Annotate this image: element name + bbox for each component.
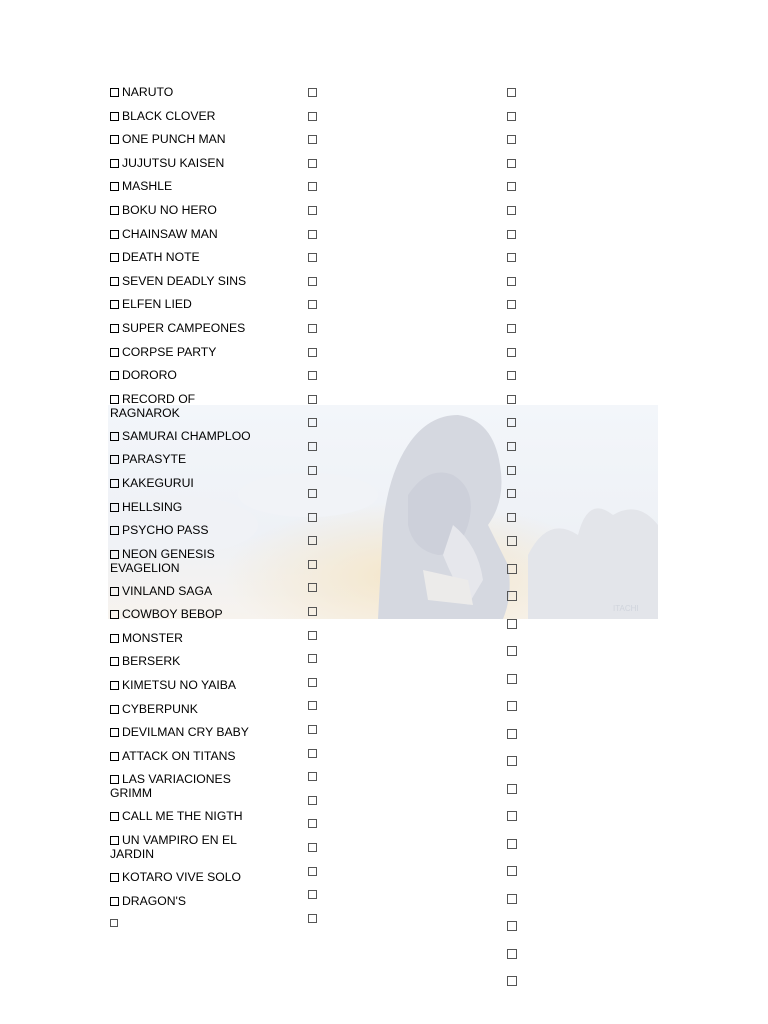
item-label: DORORO <box>122 368 177 383</box>
list-item <box>110 321 260 345</box>
checkbox[interactable] <box>308 135 317 144</box>
list-item <box>110 749 260 773</box>
checkbox[interactable] <box>110 348 119 357</box>
checkbox[interactable] <box>110 479 119 488</box>
checkbox[interactable] <box>308 206 317 215</box>
list-item <box>110 179 260 203</box>
list-item <box>110 702 260 726</box>
item-label: ELFEN LIED <box>122 297 192 312</box>
checkbox[interactable] <box>507 976 517 986</box>
checkbox[interactable] <box>507 513 516 522</box>
item-label: BLACK CLOVER <box>122 108 216 123</box>
list-item <box>110 476 260 500</box>
item-label: LAS VARIACIONES GRIMM <box>110 772 231 801</box>
item-label: HELLSING <box>122 499 183 514</box>
list-item <box>110 250 260 274</box>
item-label: KIMETSU NO YAIBA <box>122 678 237 693</box>
list-item <box>110 392 260 429</box>
checkbox[interactable] <box>308 890 317 899</box>
checkbox[interactable] <box>507 591 517 601</box>
checkbox[interactable] <box>507 949 517 959</box>
checkbox[interactable] <box>110 610 119 619</box>
checkbox[interactable] <box>507 674 517 684</box>
checkbox[interactable] <box>110 112 119 121</box>
item-label: PSYCHO PASS <box>122 523 209 538</box>
list-item <box>110 631 260 655</box>
checkbox[interactable] <box>507 300 516 309</box>
checkbox[interactable] <box>110 300 119 309</box>
checkbox[interactable] <box>507 894 517 904</box>
checkbox[interactable] <box>308 749 317 758</box>
checkbox-column-2 <box>308 85 328 923</box>
list-item <box>110 894 260 918</box>
checkbox-column-3 <box>507 85 527 986</box>
anime-list-column <box>110 85 260 943</box>
checkbox[interactable] <box>507 839 517 849</box>
checkbox[interactable] <box>507 701 517 711</box>
checkbox[interactable] <box>308 395 317 404</box>
list-item <box>110 607 260 631</box>
item-label: PARASYTE <box>122 452 187 467</box>
checkbox[interactable] <box>308 324 317 333</box>
list-item <box>110 809 260 833</box>
checkbox[interactable] <box>507 756 517 766</box>
checkbox[interactable] <box>507 536 517 546</box>
checkbox[interactable] <box>110 550 119 559</box>
list-item <box>110 654 260 678</box>
item-label: BERSERK <box>122 654 181 669</box>
list-item <box>110 452 260 476</box>
checkbox[interactable] <box>507 182 516 191</box>
checkbox[interactable] <box>110 775 119 784</box>
checkbox[interactable] <box>308 701 317 710</box>
checkbox[interactable] <box>308 300 317 309</box>
checkbox[interactable] <box>110 897 119 906</box>
checkbox[interactable] <box>507 135 516 144</box>
checkbox[interactable] <box>110 395 119 404</box>
item-label: SAMURAI CHAMPLOO <box>122 428 251 443</box>
item-label: UN VAMPIRO EN EL JARDIN <box>110 833 237 862</box>
item-label: CALL ME THE NIGTH <box>122 809 243 824</box>
checkbox[interactable] <box>308 725 317 734</box>
item-label: DEATH NOTE <box>122 250 200 265</box>
checkbox[interactable] <box>507 866 517 876</box>
list-item <box>110 584 260 608</box>
list-item <box>110 523 260 547</box>
item-label: KOTARO VIVE SOLO <box>122 870 241 885</box>
checkbox[interactable] <box>110 230 119 239</box>
checkbox[interactable] <box>507 277 516 286</box>
checkbox[interactable] <box>110 253 119 262</box>
checkbox[interactable] <box>507 112 516 121</box>
list-item <box>110 203 260 227</box>
checkbox[interactable] <box>308 230 317 239</box>
checkbox[interactable] <box>308 253 317 262</box>
item-label: ATTACK ON TITANS <box>122 748 236 763</box>
checkbox[interactable] <box>507 729 517 739</box>
checkbox[interactable] <box>308 536 317 545</box>
item-label: NEON GENESIS EVAGELION <box>110 546 215 575</box>
list-item <box>110 85 260 109</box>
list-item <box>110 547 260 584</box>
list-item <box>110 368 260 392</box>
checkbox[interactable] <box>110 873 119 882</box>
checkbox[interactable] <box>110 634 119 643</box>
checkbox[interactable] <box>507 619 517 629</box>
item-label: ONE PUNCH MAN <box>122 132 226 147</box>
item-label: CHAINSAW MAN <box>122 226 218 241</box>
item-label: VINLAND SAGA <box>122 583 213 598</box>
checkbox[interactable] <box>308 159 317 168</box>
checkbox[interactable] <box>507 253 516 262</box>
checkbox[interactable] <box>308 88 317 97</box>
list-item <box>110 109 260 133</box>
item-label: BOKU NO HERO <box>122 202 217 217</box>
list-item <box>110 274 260 298</box>
checkbox[interactable] <box>110 455 119 464</box>
checkbox[interactable] <box>110 432 119 441</box>
checkbox[interactable] <box>308 277 317 286</box>
checkbox[interactable] <box>110 206 119 215</box>
list-item <box>110 725 260 749</box>
list-item <box>110 297 260 321</box>
checkbox[interactable] <box>110 135 119 144</box>
checkbox[interactable] <box>507 348 516 357</box>
checkbox[interactable] <box>308 678 317 687</box>
checkbox[interactable] <box>507 564 517 574</box>
checkbox[interactable] <box>308 466 317 475</box>
checkbox[interactable] <box>308 348 317 357</box>
checkbox[interactable] <box>507 784 517 794</box>
item-label: KAKEGURUI <box>122 475 194 490</box>
list-item <box>110 227 260 251</box>
checkbox[interactable] <box>308 418 317 427</box>
checkbox[interactable] <box>308 182 317 191</box>
checkbox[interactable] <box>308 796 317 805</box>
checkbox[interactable] <box>110 324 119 333</box>
checkbox[interactable] <box>308 772 317 781</box>
item-label: MONSTER <box>122 630 183 645</box>
checkbox[interactable] <box>110 182 119 191</box>
checkbox[interactable] <box>110 657 119 666</box>
checkbox[interactable] <box>507 489 516 498</box>
checkbox[interactable] <box>110 88 119 97</box>
checkbox[interactable] <box>507 88 516 97</box>
checkbox[interactable] <box>110 371 119 380</box>
checkbox[interactable] <box>507 230 516 239</box>
checkbox[interactable] <box>507 646 517 656</box>
checkbox[interactable] <box>507 442 516 451</box>
checkbox[interactable] <box>110 681 119 690</box>
item-label: CYBERPUNK <box>122 701 198 716</box>
checkbox[interactable] <box>507 418 516 427</box>
checkbox[interactable] <box>308 112 317 121</box>
checkbox[interactable] <box>507 921 517 931</box>
checkbox[interactable] <box>110 812 119 821</box>
checkbox[interactable] <box>507 206 516 215</box>
checkbox[interactable] <box>507 324 516 333</box>
checkbox[interactable] <box>507 811 517 821</box>
list-item <box>110 870 260 894</box>
checkbox[interactable] <box>110 919 118 927</box>
item-label: NARUTO <box>122 85 174 99</box>
checkbox[interactable] <box>308 489 317 498</box>
checkbox[interactable] <box>110 526 119 535</box>
checkbox[interactable] <box>507 371 516 380</box>
item-label: DEVILMAN CRY BABY <box>122 725 249 740</box>
checkbox[interactable] <box>110 159 119 168</box>
checkbox[interactable] <box>308 583 317 592</box>
checkbox[interactable] <box>110 728 119 737</box>
list-item-empty <box>110 919 260 943</box>
watermark-text: ITACHI <box>613 604 639 613</box>
item-label: CORPSE PARTY <box>122 344 217 359</box>
item-label: RECORD OF RAGNAROK <box>110 391 196 420</box>
list-item <box>110 500 260 524</box>
checkbox[interactable] <box>308 914 317 923</box>
checkbox[interactable] <box>308 819 317 828</box>
item-label: DRAGON'S <box>122 893 186 908</box>
item-label: SEVEN DEADLY SINS <box>122 273 247 288</box>
list-item <box>110 772 260 809</box>
checkbox[interactable] <box>507 395 516 404</box>
list-item <box>110 678 260 702</box>
checkbox[interactable] <box>308 607 317 616</box>
checkbox[interactable] <box>507 466 516 475</box>
checkbox[interactable] <box>110 836 119 845</box>
item-label: COWBOY BEBOP <box>122 607 223 622</box>
checkbox[interactable] <box>308 442 317 451</box>
checkbox[interactable] <box>110 277 119 286</box>
checkbox[interactable] <box>308 513 317 522</box>
list-item <box>110 429 260 453</box>
checkbox[interactable] <box>110 752 119 761</box>
item-label: SUPER CAMPEONES <box>122 320 246 335</box>
checkbox[interactable] <box>308 560 317 569</box>
checkbox[interactable] <box>507 159 516 168</box>
checkbox[interactable] <box>308 654 317 663</box>
checkbox[interactable] <box>308 843 317 852</box>
checkbox[interactable] <box>308 867 317 876</box>
list-item <box>110 132 260 156</box>
item-label: MASHLE <box>122 179 173 194</box>
item-label: JUJUTSU KAISEN <box>122 155 225 170</box>
list-item <box>110 345 260 369</box>
list-item <box>110 833 260 870</box>
checkbox[interactable] <box>110 587 119 596</box>
checkbox[interactable] <box>110 503 119 512</box>
list-item <box>110 156 260 180</box>
checkbox[interactable] <box>110 705 119 714</box>
checkbox[interactable] <box>308 371 317 380</box>
checkbox[interactable] <box>308 631 317 640</box>
